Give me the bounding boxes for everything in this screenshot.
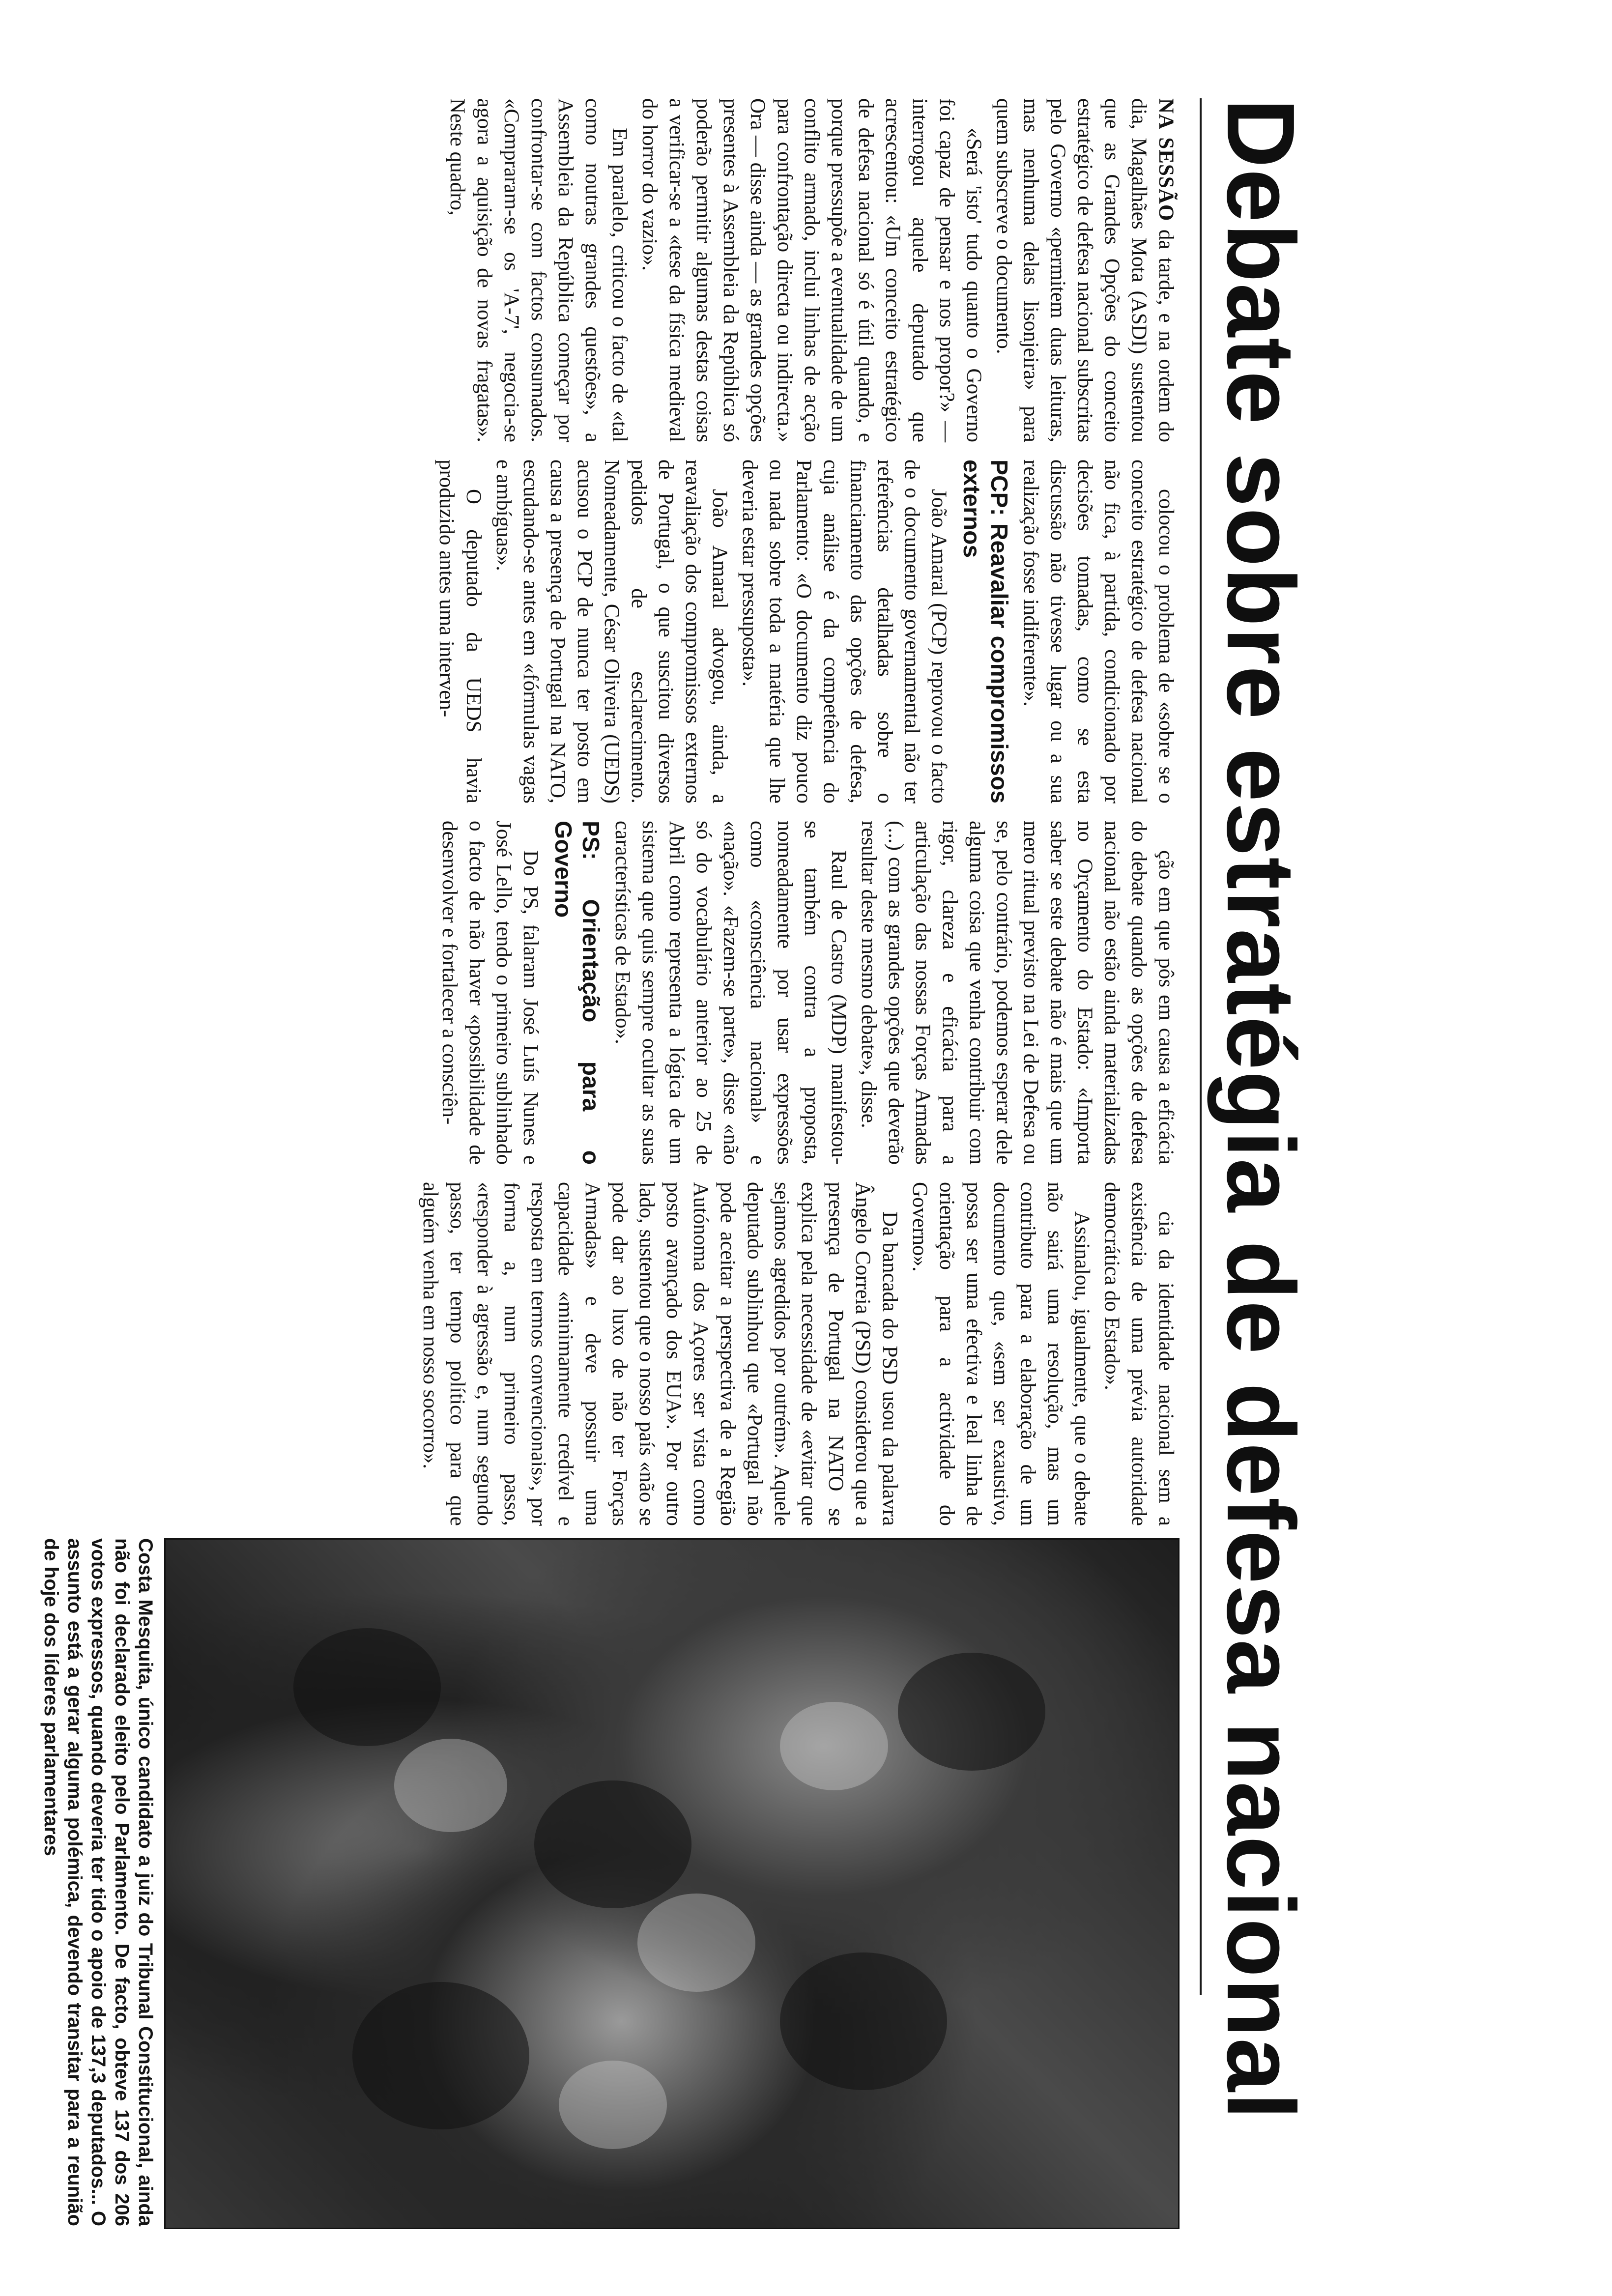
lead-paragraph <box>990 98 1180 442</box>
body-paragraph: João Amaral (PCP) reprovou o facto de o documento governamental não ter referências detalhadas sobre o financiamento das opções de defesa, cuja análise é da competência do Parlamento: «O documento diz pouco ou nada sobre toda a matéria que lhe deveria estar pressuposta». <box>738 459 950 804</box>
photo-parliament-icon <box>166 1540 1178 2228</box>
body-paragraph: cia da identidade nacional sem a existência de uma prévia autoridade democrática do Estado». <box>1100 1182 1178 1526</box>
headline-rule <box>1200 98 1202 1995</box>
article-column-4 <box>0 1182 1180 1526</box>
section-subheading: PCP: Reavaliar compromissos externos <box>958 459 1012 804</box>
body-paragraph: colocou o problema de «sobre se o conceito estratégico de defesa nacional não fica, à partida, condicionado por decisões tomadas, como se esta discussão não tivesse lugar ou a sua realização fosse indiferente». <box>1019 459 1178 804</box>
lead-caps: NA SESSÃO <box>1154 98 1178 222</box>
headline: Debate sobre estratégia de defesa nacional <box>1207 98 1315 2121</box>
article-column-1 <box>0 98 1180 442</box>
body-paragraph: Assinalou, igualmente, que o debate não sairá uma resolução, mas um contributo para a elaboração de um documento que, «sem ser exaustivo, possa ser uma efectiva e leal linha de orientação para a actividade do Governo». <box>908 1182 1094 1526</box>
body-paragraph: Raul de Castro (MDP) manifestou-se também contra a proposta, nomeadamente por usar expressões como «consciência nacional» e «nação». «Fazem-se parte», disse «não só do vocabulário anterior ao 25 de Abril como representa a lógica de um sistema que quis sempre ocultar as suas características de Estado». <box>611 821 850 1165</box>
body-paragraph: Do PS, falaram José Luís Nunes e José Lello, tendo o primeiro sublinhado o facto de não haver «possibilidade de desenvolver e fortalecer a consciên- <box>438 821 542 1165</box>
body-paragraph: «Será 'isto' tudo quanto o Governo foi capaz de pensar e nos propor?» — interrogou aquele deputado que acrescentou: «Um conceito estratégico de defesa nacional só é útil quando, e porque pressupõe a eventualidade de um conflito armado, inclui linhas de acção para confrontação directa ou indirecta.» Ora — disse ainda — as grandes opções presentes à Assembleia da República só poderão permitir algumas destas coisas a verificar-se a «tese da física medieval do horror do vazio». <box>638 98 985 442</box>
news-photo <box>164 1538 1180 2229</box>
section-subheading: PS: Orientação para o Governo <box>550 821 604 1165</box>
article-column-3 <box>0 821 1180 1165</box>
photo-caption: Costa Mesquita, único candidato a juiz do Tribunal Constitucional, ainda não foi declarado eleito pelo Parlamento. De facto, obteve 137 dos 206 votos expressos, quando deveria ter tido o apoio de 137,3 deputados... O assunto está a gerar alguma polémica, devendo transitar para a reunião de hoje dos líderes parlamentares <box>40 1538 156 2226</box>
body-paragraph: O deputado da UEDS havia produzido antes uma interven- <box>435 459 485 804</box>
body-paragraph: Da bancada do PSD usou da palavra Ângelo Correia (PSD) considerou que a presença de Portugal na NATO se explica pela necessidade de «evitar que sejamos agredidos por outrém». Aquele deputado sublinhou que «Portugal não pode aceitar a perspectiva de a Região Autónoma dos Açores ser vista como posto avançado dos EUA». Por outro lado, sustentou que o nosso país «não se pode dar ao luxo de não ter Forças Armadas» e deve possuir uma capacidade «minimamente credível e resposta em termos convencionais», por forma a, num primeiro passo, «responder à agressão e, num segundo passo, ter tempo político para que alguém venha em nosso socorro». <box>419 1182 901 1526</box>
body-paragraph: João Amaral advogou, ainda, a reavaliação dos compromissos externos de Portugal, o que suscitou diversos pedidos de esclarecimento. Nomeadamente, César Oliveira (UEDS) acusou o PCP de nunca ter posto em causa a presença de Portugal na NATO, escudando-se antes em «fórmulas vagas e ambíguas». <box>492 459 731 804</box>
body-paragraph: ção em que pôs em causa a eficácia do debate quando as opções de defesa nacional não estão ainda materializadas no Orçamento do Estado: «Importa saber se este debate não é mais que um mero ritual previsto na Lei de Defesa ou se, pelo contrário, podemos esperar dele alguma coisa que venha contribuir com rigor, clareza e eficácia para a articulação das nossas Forças Armadas (...) com as grandes opções que deverão resultar deste mesmo debate», disse. <box>857 821 1178 1165</box>
body-paragraph: Em paralelo, criticou o facto de «tal como noutras grandes questões», a Assembleia da República começar por confrontar-se com factos consumados. «Compraram-se os 'A-7', negocia-se agora a aquisição de novas fragatas». Neste quadro, <box>446 98 631 442</box>
lead-text: da tarde, e na ordem do dia, Magalhães Mota (ASDI) sustentou que as Grandes Opções do conceito estratégico de defesa nacional subscritas pelo Governo «permitem duas leituras, mas nenhuma delas lisonjeira» para quem subscreve o documento. <box>992 98 1178 442</box>
article-column-2 <box>0 459 1180 804</box>
